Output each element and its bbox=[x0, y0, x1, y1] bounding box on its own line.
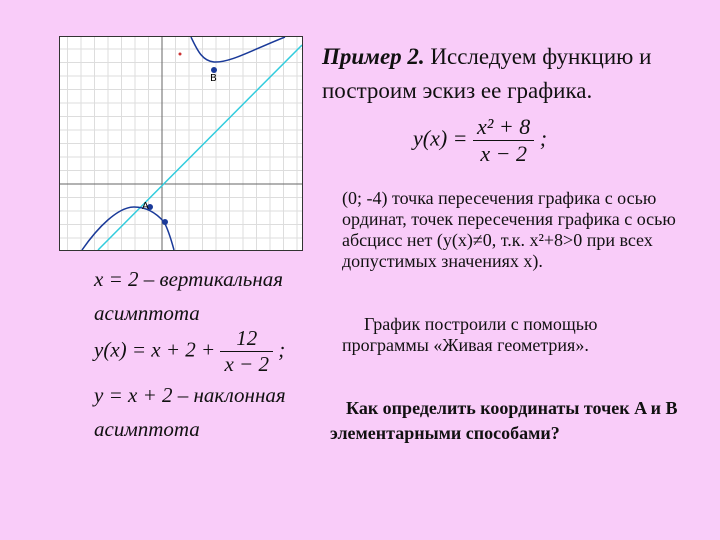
rewrite-fraction bbox=[220, 326, 273, 377]
title-text: Исследуем функцию и построим эскиз ее графика. bbox=[322, 44, 652, 103]
upper-branch bbox=[191, 37, 285, 62]
rewrite-denominator: x − 2 bbox=[224, 352, 269, 376]
question-text: Как определить координаты точек A и B элементарными способами? bbox=[330, 398, 678, 443]
formula-tail: ; bbox=[539, 125, 548, 151]
point-b-label: B bbox=[210, 73, 217, 84]
oblique-asymptote-note bbox=[94, 378, 334, 446]
rewritten-formula bbox=[94, 326, 285, 377]
rewrite-lhs: y(x) = x + 2 + bbox=[94, 337, 216, 362]
lower-branch bbox=[82, 207, 174, 250]
rewrite-tail: ; bbox=[278, 337, 286, 362]
example-label: Пример 2. bbox=[322, 44, 425, 69]
red-dot bbox=[179, 53, 182, 56]
intersection-text: (0; -4) точка пересечения графика с осью ординат, точек пересечения графика с осью абсцисс нет (y(x)≠0, т.к. x²+8>0 при всех допустимых значениях x). bbox=[342, 188, 676, 271]
graph-canvas bbox=[60, 37, 302, 250]
vertical-asymptote-line2: асимптота bbox=[94, 301, 200, 325]
formula-lhs: y(x) = bbox=[413, 125, 468, 151]
vertical-asymptote-note bbox=[94, 262, 324, 330]
software-text: График построили с помощью программы «Живая геометрия». bbox=[342, 314, 598, 355]
formula-denominator: x − 2 bbox=[480, 141, 527, 166]
vertical-asymptote-line1: x = 2 – вертикальная bbox=[94, 267, 284, 291]
main-formula bbox=[413, 114, 547, 167]
rewrite-numerator: 12 bbox=[220, 326, 273, 352]
oblique-asymptote-line1: y = x + 2 – наклонная bbox=[94, 383, 286, 407]
graph-grid bbox=[60, 37, 302, 250]
formula-numerator: x² + 8 bbox=[473, 114, 534, 141]
formula-fraction bbox=[473, 114, 534, 167]
point-a-label: A bbox=[142, 201, 149, 212]
oblique-asymptote-line2: асимптота bbox=[94, 417, 200, 441]
function-graph bbox=[59, 36, 303, 251]
page-title bbox=[322, 40, 712, 108]
y-intercept-marker bbox=[162, 219, 168, 225]
